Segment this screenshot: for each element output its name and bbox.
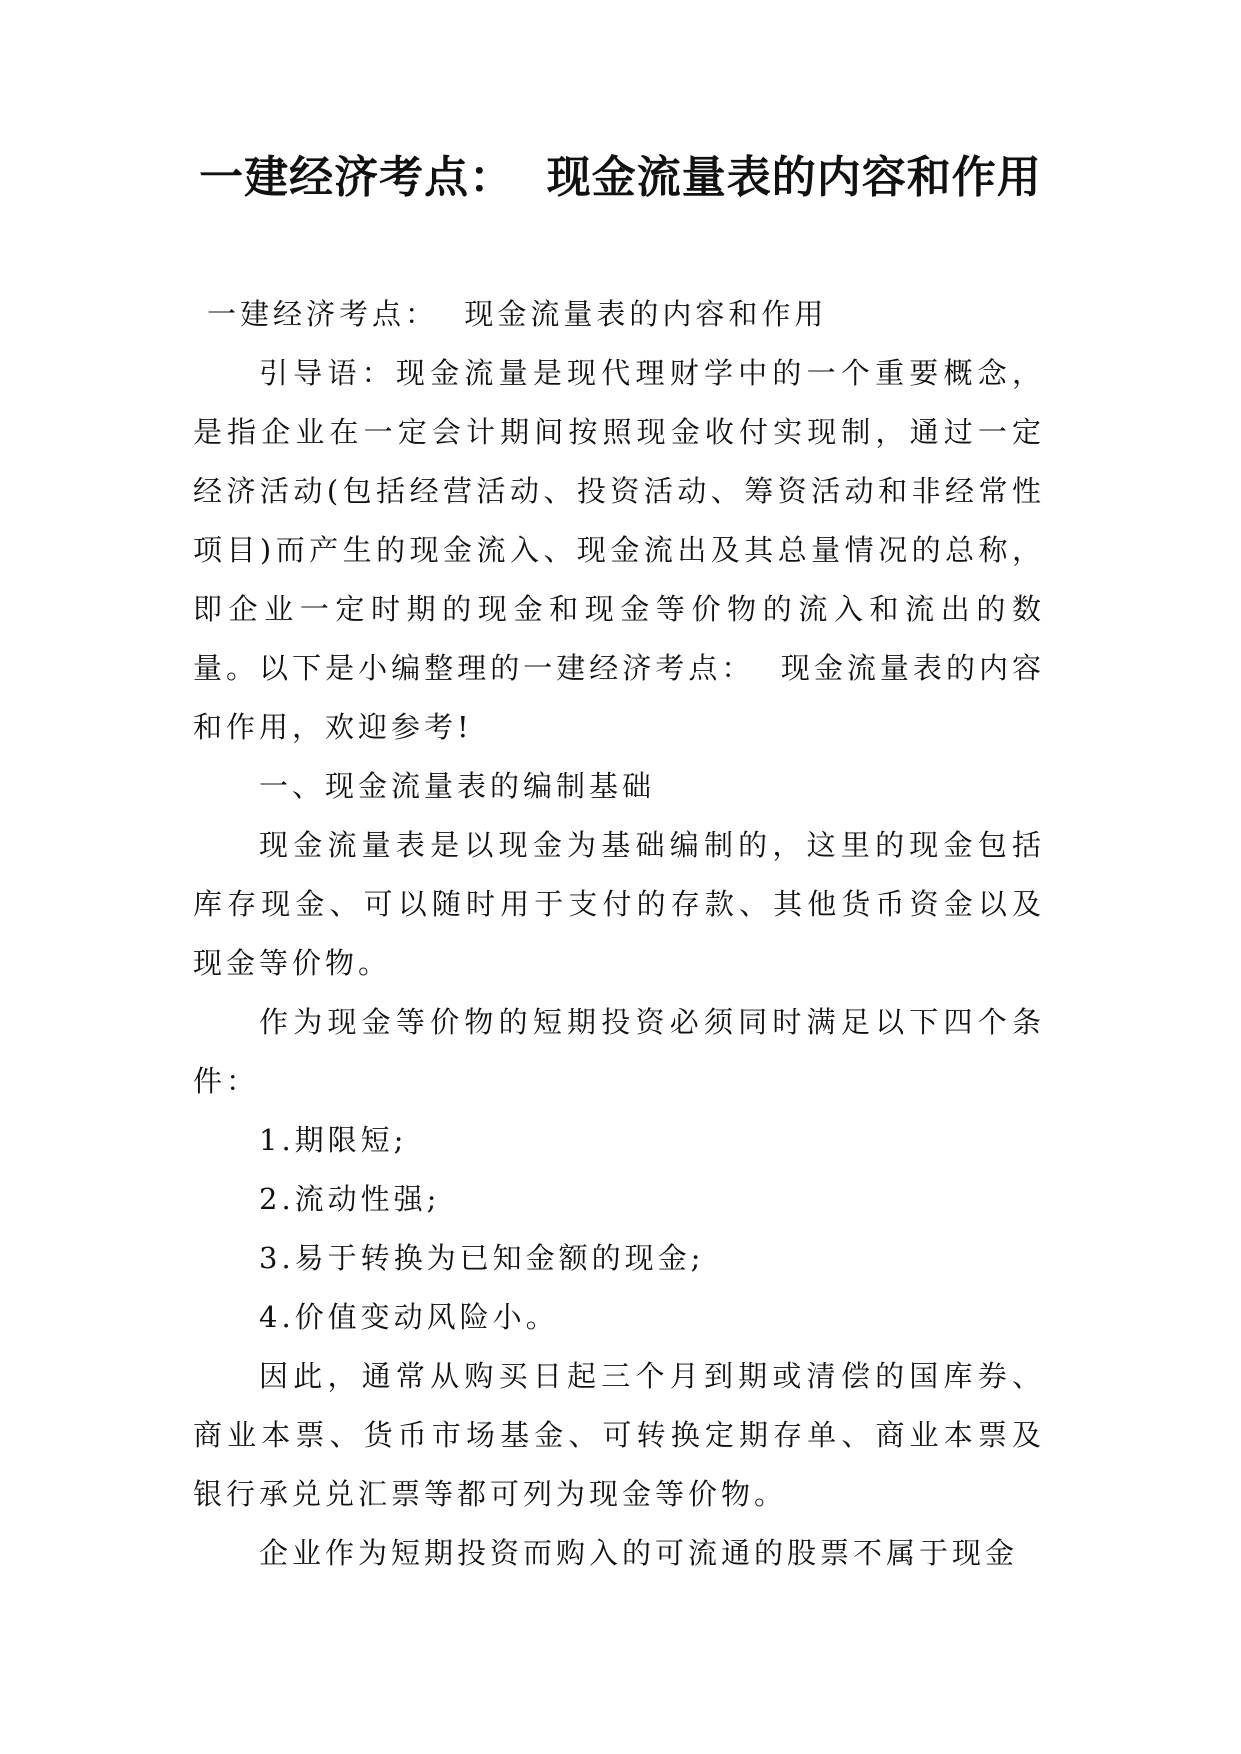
document-title: 一建经济考点： 现金流量表的内容和作用 — [199, 152, 1042, 203]
paragraph-cash-basis: 现金流量表是以现金为基础编制的，这里的现金包括库存现金、可以随时用于支付的存款、其他货币资金以及现金等价物。 — [193, 828, 1045, 980]
list-item: 2.流动性强; — [259, 1182, 441, 1216]
intro-paragraph: 引导语：现金流量是现代理财学中的一个重要概念，是指企业在一定会计期间按照现金收付实现制，通过一定经济活动(包括经营活动、投资活动、筹资活动和非经常性项目)而产生的现金流入、现金流出及其总量情况的总称，即企业一定时期的现金和现金等价物的流入和流出的数量。以下是小编整理的一建经济考点： 现金流量表的内容和作用，欢迎参考! — [193, 356, 1045, 744]
list-item: 1.期限短; — [259, 1123, 408, 1157]
section-heading-1: 一、现金流量表的编制基础 — [259, 769, 656, 803]
list-item: 4.价值变动风险小。 — [259, 1300, 559, 1334]
list-item: 3.易于转换为已知金额的现金; — [259, 1241, 705, 1275]
paragraph-examples: 因此，通常从购买日起三个月到期或清偿的国库券、商业本票、货币市场基金、可转换定期存单、商业本票及银行承兑兑汇票等都可列为现金等价物。 — [193, 1359, 1045, 1511]
paragraph-stocks: 企业作为短期投资而购入的可流通的股票不属于现金 — [259, 1536, 1019, 1570]
paragraph-conditions: 作为现金等价物的短期投资必须同时满足以下四个条件： — [193, 1005, 1045, 1098]
document-body — [193, 285, 1045, 1583]
body-subtitle: 一建经济考点： 现金流量表的内容和作用 — [207, 297, 828, 331]
